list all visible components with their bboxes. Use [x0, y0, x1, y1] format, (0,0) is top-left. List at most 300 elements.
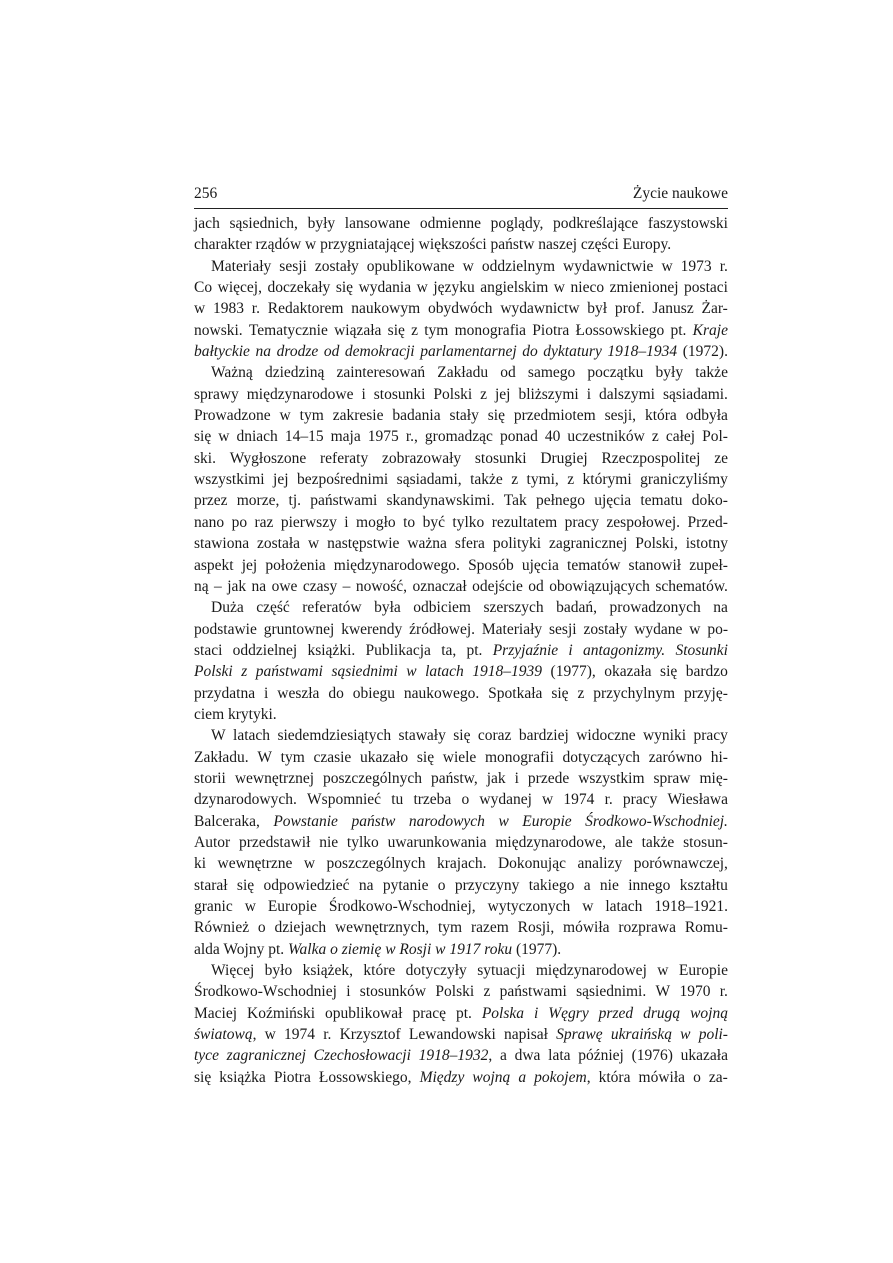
word: Więcej: [211, 962, 255, 980]
text-line: [194, 960, 728, 981]
word: r.: [604, 791, 613, 809]
word: jej: [495, 385, 511, 403]
word: wydania: [358, 279, 412, 297]
word: i: [346, 983, 351, 1001]
word: w: [498, 812, 509, 830]
word: narodowych: [408, 812, 485, 830]
word: starał: [194, 876, 228, 894]
text-line: [194, 853, 728, 874]
word: nowski.: [194, 321, 243, 339]
body-text: [194, 213, 728, 1088]
word: Tematycznie: [248, 321, 328, 339]
word: uwarunkowania: [387, 833, 487, 851]
word: Tak: [503, 492, 527, 510]
text-line: [194, 917, 728, 938]
word: badań,: [556, 599, 598, 617]
word: międzynarodowej: [535, 962, 647, 980]
word: także: [641, 833, 675, 851]
word: po: [231, 513, 248, 531]
word: w: [661, 257, 673, 275]
word: Autor: [194, 833, 231, 851]
word: ze: [714, 449, 728, 467]
text-line: [194, 597, 728, 618]
word: rozprawa: [618, 919, 676, 937]
word: w: [553, 279, 565, 297]
word: się: [660, 663, 678, 681]
word: a: [518, 1068, 527, 1086]
word: ski.: [194, 449, 216, 467]
word: dalszymi: [599, 385, 655, 403]
word: 1983: [212, 300, 244, 318]
word: Rosji,: [517, 919, 555, 937]
word: nie: [319, 833, 339, 851]
word: były: [655, 364, 684, 382]
word: przed: [598, 1004, 634, 1022]
word: Balceraka,: [194, 812, 260, 830]
word: się: [387, 321, 405, 339]
word: (1976): [631, 1047, 673, 1065]
word: obowiązujących: [549, 577, 650, 595]
word: siedemdziesiątych: [277, 727, 392, 745]
word: tu: [391, 791, 404, 809]
word: latach: [425, 663, 464, 681]
word: gromadząc: [424, 428, 493, 446]
word: morze,: [236, 492, 280, 510]
word: prowadzonych: [609, 599, 701, 617]
word: w: [542, 791, 554, 809]
word: krajach.: [437, 855, 487, 873]
word: ną: [194, 577, 209, 595]
word: pracy: [622, 791, 658, 809]
word: Romu-: [684, 919, 728, 937]
word: trzeba: [413, 791, 452, 809]
word: tematów: [567, 556, 621, 574]
word: Maciej: [194, 1004, 238, 1022]
word: w: [416, 279, 428, 297]
word: okazała: [604, 663, 652, 681]
word: Pol-: [702, 428, 728, 446]
word: wiązała: [334, 321, 382, 339]
word: pt.: [466, 641, 483, 659]
word: Drugiej: [540, 449, 588, 467]
word: lata: [548, 1047, 571, 1065]
word: zmienionej: [609, 279, 679, 297]
word: przyczyny: [454, 876, 520, 894]
word: Środkowo-Wschodniej,: [328, 898, 476, 915]
word: Zakładu: [437, 364, 489, 382]
word: zarówno: [648, 748, 703, 766]
word: Sposób: [468, 556, 514, 574]
word: prof.: [614, 300, 645, 318]
word: międzynarodowe: [246, 385, 354, 403]
word: nie: [599, 876, 619, 894]
word: aspekt: [194, 556, 234, 574]
word: zakresie: [332, 407, 384, 425]
word: graniczyliśmy: [640, 471, 728, 489]
word: opublikowane: [366, 257, 455, 275]
word: maja: [330, 428, 361, 446]
word: bałtyckie: [194, 343, 250, 361]
word: odbiciem: [413, 599, 471, 617]
word: zostały: [583, 620, 628, 638]
word: pełnego: [535, 492, 586, 510]
word: następstwie: [327, 535, 400, 553]
word: za-: [708, 1068, 728, 1086]
word: zagranicznej: [226, 1047, 306, 1065]
word: naukowym: [351, 300, 421, 318]
word: r.: [251, 300, 260, 318]
text-line: [194, 875, 728, 896]
text-line: [194, 533, 728, 554]
word: staci: [194, 641, 223, 659]
word: antagonizmy.: [582, 641, 666, 659]
word: monografia: [454, 321, 527, 339]
word: spraw: [653, 769, 691, 787]
text-line: [194, 1067, 728, 1088]
text-line: [194, 512, 728, 533]
word: 1918–1939: [472, 663, 543, 681]
word: o: [437, 876, 446, 894]
word: ta,: [441, 641, 457, 659]
word: odejście: [472, 577, 523, 595]
word: zespołowej.: [606, 513, 681, 531]
text-line: [194, 448, 728, 469]
word: drugą: [643, 1004, 681, 1022]
word: odbyła: [685, 407, 728, 425]
word: parlamentarnej: [420, 343, 517, 361]
word: przez: [194, 492, 228, 510]
word: od: [528, 577, 544, 595]
word: storii: [194, 769, 226, 787]
word: 40: [544, 428, 561, 446]
word: Rzeczpospolitej: [601, 449, 701, 467]
word: sesji,: [604, 407, 637, 425]
word: pytanie: [382, 876, 429, 894]
word: Polska: [481, 1004, 525, 1022]
word: istotny: [685, 535, 728, 553]
word: Europie: [267, 898, 317, 915]
word: Żar-: [701, 300, 728, 318]
word: Koźmiński: [247, 1004, 316, 1022]
word: –: [342, 577, 351, 595]
word: Środkowo-Wschodniej: [194, 983, 337, 1001]
word: wszystkim: [578, 769, 645, 787]
text-line: [194, 981, 728, 1002]
word: tematu: [640, 492, 683, 510]
word: dwa: [514, 1047, 541, 1065]
word: i: [586, 385, 592, 403]
word: się: [551, 684, 569, 702]
word: wewnętrznej: [234, 769, 315, 787]
word: razem: [470, 919, 509, 937]
word: z: [651, 428, 659, 446]
word: języku: [433, 279, 475, 297]
word: stosun-: [683, 833, 728, 851]
word: stawiona: [194, 535, 250, 553]
word: zobrazowały: [381, 449, 462, 467]
word: sfera: [454, 535, 485, 553]
word: a: [499, 1047, 507, 1065]
word: więcej,: [217, 279, 262, 297]
word: położenia: [265, 556, 326, 574]
text-line: [194, 832, 728, 853]
word: sesji: [549, 620, 577, 638]
running-title: Życie naukowe: [632, 185, 728, 202]
word: angielskim: [480, 279, 549, 297]
word: z: [483, 983, 491, 1001]
word: zupeł-: [689, 556, 728, 574]
word: zainteresowań: [336, 364, 426, 382]
word: od: [500, 364, 516, 382]
word: od: [323, 343, 340, 361]
word: przedmiotem: [513, 407, 596, 425]
word: Publikacja: [365, 641, 431, 659]
word: opublikował: [324, 1004, 403, 1022]
word: stosunki: [474, 449, 527, 467]
word: państw: [351, 812, 396, 830]
word: W: [257, 748, 272, 766]
word: Spotkała: [488, 684, 543, 702]
text-line: [194, 405, 728, 426]
text-line: [194, 234, 728, 255]
word: dotyczących: [562, 748, 641, 766]
word: –: [214, 577, 222, 595]
word: samego: [527, 364, 576, 382]
word: Duża: [211, 599, 244, 617]
word: analizy: [577, 855, 623, 873]
word: i: [361, 385, 366, 403]
word: Polski,: [635, 535, 678, 553]
word: w: [307, 535, 320, 553]
word: Piotra: [532, 321, 570, 339]
word: wyniki: [642, 727, 687, 745]
word: w: [194, 300, 206, 318]
text-line: [194, 939, 728, 960]
word: ukraińską: [610, 1026, 672, 1044]
text-line: [194, 896, 728, 917]
word: przedstawił: [238, 833, 311, 851]
word: przydatna: [194, 684, 256, 702]
word: demokracji: [344, 343, 415, 361]
word: kwerendy: [341, 620, 403, 638]
word: Również: [194, 919, 250, 937]
text-line: [194, 1003, 728, 1024]
word: w: [406, 663, 417, 681]
word: w: [264, 1026, 276, 1044]
word: w: [244, 898, 256, 915]
word: czasie: [313, 748, 352, 766]
word: Piotra: [273, 1068, 311, 1086]
word: widoczne: [576, 727, 636, 745]
word: jej: [273, 471, 289, 489]
word: dziejach: [274, 919, 327, 937]
word: do: [522, 343, 538, 361]
word: się: [335, 279, 354, 297]
word: doko-: [691, 492, 728, 510]
word: przede: [527, 769, 570, 787]
word: innego: [628, 876, 671, 894]
word: zagranicznej: [548, 535, 628, 553]
text-line: [194, 298, 728, 319]
text-run: charakter rządów w przygniatającej większości państw naszej części Europy.: [194, 236, 672, 254]
word: naukowego.: [403, 684, 480, 702]
word: latach: [605, 898, 643, 915]
word: w: [657, 962, 669, 980]
word: odmienne: [419, 215, 481, 232]
word: być: [422, 513, 445, 531]
word: państwami: [499, 983, 567, 1001]
word: także: [695, 364, 728, 382]
word: państwami: [310, 492, 378, 510]
text-line: [194, 1045, 728, 1066]
word: sytuacji: [477, 962, 526, 980]
word: sprawy: [194, 385, 239, 403]
word: jak: [486, 769, 506, 787]
word: 14–15: [284, 428, 324, 446]
word: Wiesława: [667, 791, 728, 809]
text-line: [194, 341, 728, 362]
word: bliższymi: [518, 385, 579, 403]
word: sąsiednich,: [229, 215, 298, 232]
word: r.,: [405, 428, 418, 446]
word: zostały: [314, 257, 359, 275]
word: (1977),: [550, 663, 596, 681]
text-line: [194, 704, 728, 725]
word: tyce: [194, 1047, 219, 1065]
word: raz: [254, 513, 274, 531]
word: postaci: [684, 279, 728, 297]
word: 1918–1932,: [418, 1047, 493, 1065]
word: Polski: [194, 663, 233, 681]
word: nieco: [570, 279, 605, 297]
word: które: [363, 962, 396, 980]
word: tym: [438, 919, 463, 937]
word: się: [416, 748, 435, 766]
word: dziedziną: [264, 364, 325, 382]
word: w: [582, 898, 594, 915]
text-line: [194, 277, 728, 298]
word: w: [680, 1026, 691, 1044]
text-line: [194, 384, 728, 405]
word: dotyczyły: [405, 962, 467, 980]
word: tylko: [452, 513, 485, 531]
text-line: [194, 555, 728, 576]
word: r.: [719, 257, 728, 275]
word: z: [411, 321, 418, 339]
word: wewnętrzne: [217, 855, 293, 873]
word: państwami: [255, 663, 323, 681]
word: nowość,: [355, 577, 408, 595]
word: Kraje: [692, 321, 728, 339]
word: pt.: [670, 321, 687, 339]
word: państw,: [430, 769, 478, 787]
word: z: [577, 684, 585, 702]
word: uczestników: [567, 428, 645, 446]
word: tym: [424, 321, 449, 339]
word: oddzielnym: [481, 257, 556, 275]
word: monografii: [485, 748, 554, 766]
word: jak: [227, 577, 247, 595]
word: to: [403, 513, 416, 531]
word: wydanej: [479, 791, 532, 809]
word: poglądy,: [490, 215, 544, 232]
word: się: [487, 407, 505, 425]
word: w: [303, 855, 316, 873]
word: poli-: [698, 1026, 728, 1044]
word: tym: [299, 407, 324, 425]
word: ponad: [499, 428, 538, 446]
word: było: [264, 962, 293, 980]
word: drodze: [276, 343, 319, 361]
word: 1970: [679, 983, 711, 1001]
word: była: [374, 599, 401, 617]
text-line: [194, 213, 728, 234]
word: która: [598, 1068, 631, 1086]
word: badania: [392, 407, 441, 425]
word: oznaczał: [412, 577, 467, 595]
word: 1918–1921.: [654, 898, 728, 915]
word: stanowił: [628, 556, 682, 574]
word: wydane: [634, 620, 683, 638]
word: wojną: [690, 1004, 728, 1022]
word: o: [461, 791, 470, 809]
word: nano: [194, 513, 225, 531]
word: stosunków: [359, 983, 427, 1001]
word: mówiła: [563, 919, 610, 937]
word: r.: [323, 1026, 332, 1044]
word: i: [344, 513, 349, 531]
word: wszystkimi: [194, 471, 265, 489]
word: Sprawę: [556, 1026, 603, 1044]
word: z: [480, 385, 488, 403]
word: Stosunki: [675, 641, 728, 659]
word: stawały: [398, 727, 446, 745]
word: później: [578, 1047, 624, 1065]
word: Polski: [435, 983, 475, 1001]
text-run: alda Wojny pt.: [194, 940, 289, 958]
word: odpowiedzieć: [263, 876, 350, 894]
word: międzynarodowego.: [333, 556, 460, 574]
text-line: [194, 789, 728, 810]
word: w: [689, 620, 701, 638]
word: hi-: [710, 748, 728, 766]
word: tym: [280, 748, 305, 766]
word: poszczególnych: [326, 855, 426, 873]
word: Łossowskiego,: [318, 1068, 412, 1086]
word: gruntownej: [263, 620, 335, 638]
word: wydawnictw: [500, 300, 580, 318]
word: jach: [194, 215, 220, 232]
word: bardzo: [685, 663, 728, 681]
word: 1974: [284, 1026, 316, 1044]
text-line: [194, 256, 728, 277]
word: sąsiednimi: [331, 663, 398, 681]
word: bezpośrednimi: [296, 471, 389, 489]
word: poszczególnych: [323, 769, 422, 787]
word: owe: [271, 577, 298, 595]
word: 1975: [367, 428, 399, 446]
word: tymi,: [526, 471, 559, 489]
word: faszystowski: [647, 215, 728, 232]
word: wytyczonych: [487, 898, 571, 915]
text-line: [194, 320, 728, 341]
word: sesji: [279, 257, 307, 275]
word: doczekały: [267, 279, 331, 297]
text-line: [194, 640, 728, 661]
word: polityki: [492, 535, 542, 553]
word: pt.: [455, 1004, 472, 1022]
word: którymi: [582, 471, 632, 489]
